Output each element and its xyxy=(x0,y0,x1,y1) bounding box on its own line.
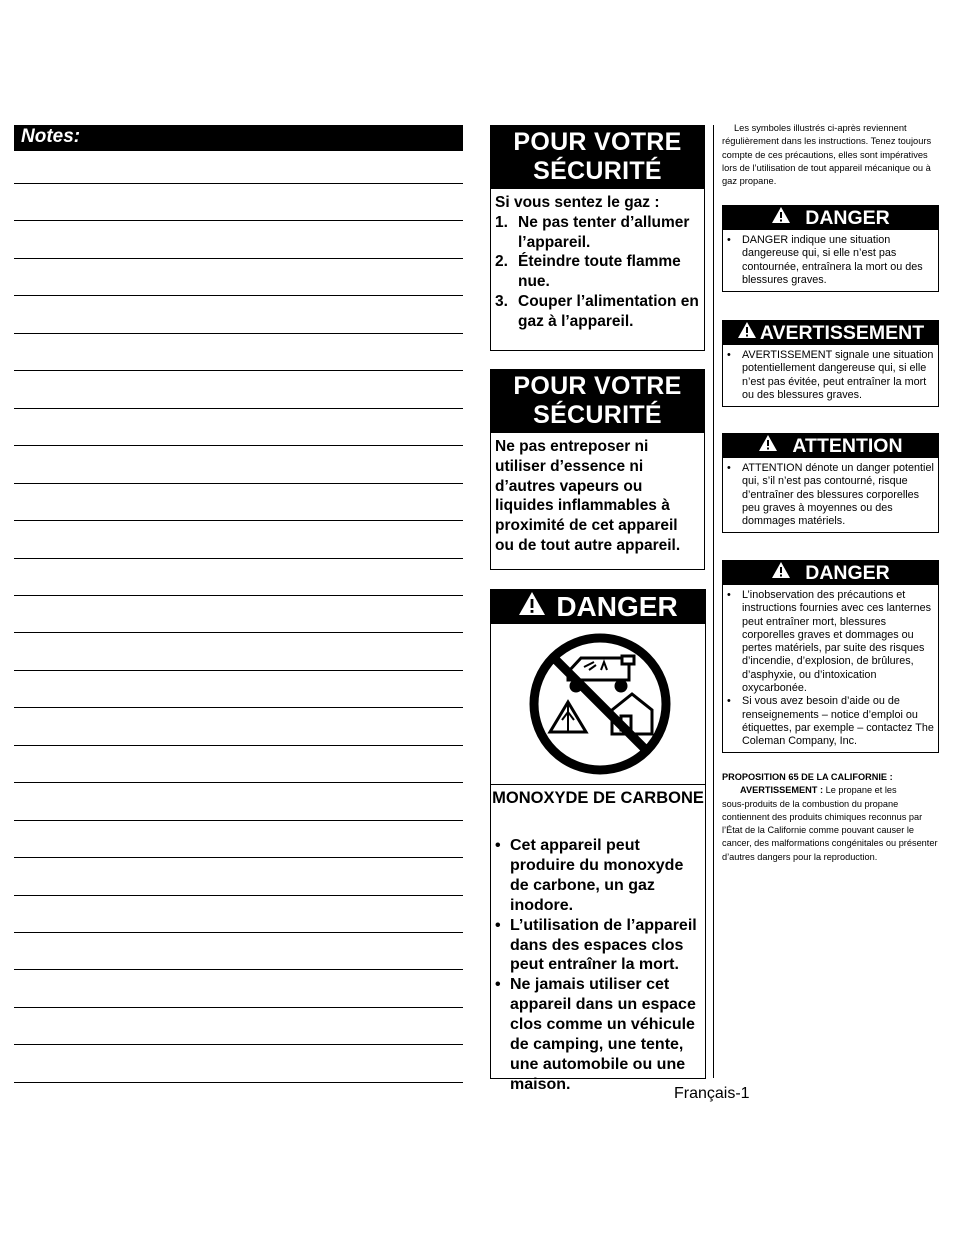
notes-header xyxy=(14,125,463,151)
note-line xyxy=(14,370,463,371)
signal-box-danger xyxy=(722,205,939,292)
safety-box-title: POUR VOTRE SÉCURITÉ xyxy=(491,126,704,189)
note-line xyxy=(14,295,463,296)
danger-carbon-monoxide-box xyxy=(490,589,706,1093)
danger-header xyxy=(491,590,705,624)
note-line xyxy=(14,632,463,633)
note-line xyxy=(14,558,463,559)
co-subtitle: MONOXYDE DE CARBONE xyxy=(492,789,704,807)
signal-header: DANGER xyxy=(723,561,938,585)
note-line xyxy=(14,1082,463,1083)
note-line xyxy=(14,333,463,334)
note-line xyxy=(14,1044,463,1045)
warning-triangle-icon xyxy=(771,206,791,230)
signal-header: AVERTISSEMENT xyxy=(723,321,938,345)
signal-box-danger-lanterns xyxy=(722,560,939,753)
note-line xyxy=(14,857,463,858)
note-line xyxy=(14,895,463,896)
safety-box-flammables xyxy=(490,369,705,570)
note-line xyxy=(14,707,463,708)
note-line xyxy=(14,932,463,933)
list-item: • Si vous avez besoin d’aide ou de renseignements – notice d’emploi ou étiquettes, par exemple – contactez The Coleman Company, Inc. xyxy=(727,695,934,748)
safety-intro: Si vous sentez le gaz : xyxy=(495,194,660,211)
co-bullets xyxy=(495,836,705,1095)
list-item: • Ne jamais utiliser cet appareil dans un espace clos comme un véhicule de camping, une tente, une automobile ou une maison. xyxy=(495,976,696,1093)
note-line xyxy=(14,745,463,746)
prop65-notice: PROPOSITION 65 DE LA CALIFORNIE : AVERTISSEMENT : Le propane et les sous-produits de la combustion du propane contiennent des produits chimiques reconnus par l’État de la Californie comme pouvant causer le cancer, des malformations congénitales ou présenter d’autres dangers pour la reproduction. xyxy=(722,771,942,864)
list-item: • DANGER indique une situation dangereuse qui, si elle n’est pas contournée, entraînera la mort ou des blessures graves. xyxy=(727,234,923,286)
warning-triangle-icon xyxy=(518,591,546,623)
list-item: • Cet appareil peut produire du monoxyde de carbone, un gaz inodore. xyxy=(495,837,684,914)
note-line xyxy=(14,220,463,221)
note-line xyxy=(14,670,463,671)
list-item: • L’utilisation de l’appareil dans des espaces clos peut entraîner la mort. xyxy=(495,916,697,974)
list-item: • L’inobservation des précautions et instructions fournies avec ces lanternes peut entraîner mort, blessures corporelles graves et dommages ou pertes matériels, par suite des risques d’incendie, d’explosion, de brûlures, d’asphyxie, ou d’intoxication oxycarbonée. xyxy=(727,589,932,695)
note-line xyxy=(14,183,463,184)
warning-triangle-icon xyxy=(771,561,791,585)
notes-title: Notes: xyxy=(21,126,81,147)
list-item: • AVERTISSEMENT signale une situation potentiellement dangereuse qui, si elle n’est pas évitée, peut entraîner la mort ou des blessures graves. xyxy=(727,349,934,401)
note-line xyxy=(14,483,463,484)
page-number: Français-1 xyxy=(674,1085,750,1102)
prop65-text: sous-produits de la combustion du propane contiennent des produits chimiques reconnus par l’État de la Californie comme pouvant causer le cancer, des malformations congénitales ou présenter d’autres dangers pour la reproduction. xyxy=(722,798,938,862)
danger-title: DANGER xyxy=(556,591,678,622)
note-line xyxy=(14,445,463,446)
pictogram-area xyxy=(491,624,705,785)
signal-box-caution xyxy=(722,433,939,533)
note-line xyxy=(14,408,463,409)
prop65-label: AVERTISSEMENT : xyxy=(740,785,824,796)
safety-step: 1. Ne pas tenter d’allumer l’appareil. xyxy=(495,213,690,251)
warning-triangle-icon xyxy=(737,321,757,345)
note-line xyxy=(14,782,463,783)
signal-header: ATTENTION xyxy=(723,434,938,458)
safety-step: 2. Éteindre toute flamme nue. xyxy=(495,253,681,291)
safety-step: 3. Couper l’alimentation en gaz à l’appareil. xyxy=(495,292,699,330)
note-line xyxy=(14,820,463,821)
note-line xyxy=(14,595,463,596)
note-line xyxy=(14,1007,463,1008)
signal-header: DANGER xyxy=(723,206,938,230)
note-line xyxy=(14,258,463,259)
safety-box-title: POUR VOTRE SÉCURITÉ xyxy=(491,370,704,433)
safety-box-body: Ne pas entreposer ni utiliser d’essence ni d’autres vapeurs ou liquides inflammables à proximité de cet appareil ou de tout autre appareil. xyxy=(495,438,681,554)
no-camper-tent-house-icon xyxy=(526,632,674,777)
note-line xyxy=(14,520,463,521)
safety-box-gas-smell xyxy=(490,125,705,351)
list-item: • ATTENTION dénote un danger potentiel qui, s’il n’est pas contourné, risque d’entraîner des blessures corporelles peu graves à moyennes ou des dommages matériels. xyxy=(727,462,934,528)
note-line xyxy=(14,969,463,970)
column-divider xyxy=(713,125,714,1078)
signal-box-warning xyxy=(722,320,939,407)
warning-triangle-icon xyxy=(758,434,778,458)
intro-paragraph: Les symboles illustrés ci-après reviennent régulièrement dans les instructions. Tenez toujours compte de ces précautions, elles sont impératives lors de l’utilisation de tout appareil mécanique ou à gaz propane. xyxy=(722,123,932,187)
prop65-heading: PROPOSITION 65 DE LA CALIFORNIE : xyxy=(722,772,893,782)
